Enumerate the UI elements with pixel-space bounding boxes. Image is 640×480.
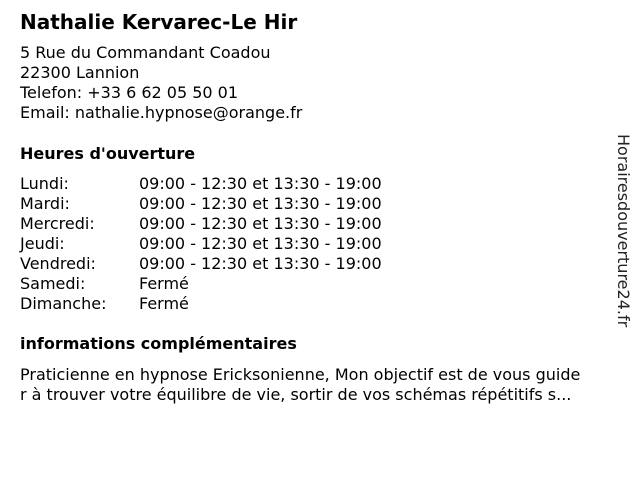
day-hours: 09:00 - 12:30 et 13:30 - 19:00 xyxy=(139,254,382,273)
day-hours: 09:00 - 12:30 et 13:30 - 19:00 xyxy=(139,194,382,213)
email-address: Email: nathalie.hypnose@orange.fr xyxy=(20,103,303,122)
contact-block xyxy=(20,43,302,123)
address-street: 5 Rue du Commandant Coadou xyxy=(20,43,271,62)
day-hours: 09:00 - 12:30 et 13:30 - 19:00 xyxy=(139,214,382,233)
day-label: Mercredi: xyxy=(20,214,95,233)
day-label: Lundi: xyxy=(20,174,69,193)
address-city: 22300 Lannion xyxy=(20,63,140,82)
phone-number: Telefon: +33 6 62 05 50 01 xyxy=(20,83,239,102)
day-label: Mardi: xyxy=(20,194,70,213)
day-label: Samedi: xyxy=(20,274,86,293)
day-label: Dimanche: xyxy=(20,294,107,313)
site-watermark: Horairesdouverture24.fr xyxy=(614,134,633,328)
day-hours: 09:00 - 12:30 et 13:30 - 19:00 xyxy=(139,174,382,193)
opening-hours-heading: Heures d'ouverture xyxy=(20,144,196,163)
description-line-2: r à trouver votre équilibre de vie, sortir de vos schémas répétitifs s... xyxy=(20,385,572,404)
day-hours: Fermé xyxy=(139,274,189,293)
description-text xyxy=(20,365,632,405)
business-name: Nathalie Kervarec-Le Hir xyxy=(20,10,298,34)
day-label: Vendredi: xyxy=(20,254,96,273)
description-line-1: Praticienne en hypnose Ericksonienne, Mon objectif est de vous guide xyxy=(20,365,581,384)
day-hours: Fermé xyxy=(139,294,189,313)
day-label: Jeudi: xyxy=(20,234,65,253)
day-hours: 09:00 - 12:30 et 13:30 - 19:00 xyxy=(139,234,382,253)
additional-info-heading: informations complémentaires xyxy=(20,334,297,353)
